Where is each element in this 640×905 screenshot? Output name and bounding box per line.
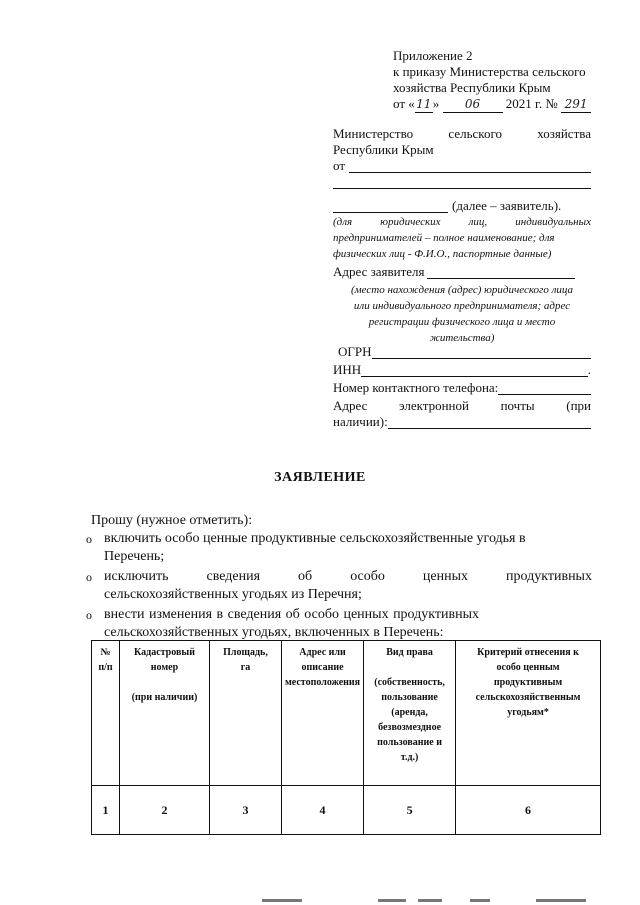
- checkbox-circle-icon[interactable]: o: [86, 532, 92, 546]
- header-right-type: Вид права (собственность, пользование (аренда, безвозмездное пользование и т.д.): [364, 641, 456, 786]
- appendix-date: от «11» 06 2021 г. № 291: [393, 96, 613, 113]
- header-criterion: Критерий отнесения к особо ценным продуктивным сельскохозяйственным угодьям*: [456, 641, 601, 786]
- header-cadastral: Кадастровый номер (при наличии): [120, 641, 210, 786]
- applicant-input-line[interactable]: [333, 198, 448, 213]
- appendix-line3: хозяйства Республики Крым: [393, 80, 551, 95]
- email-field: наличии):: [333, 414, 591, 430]
- applicant-hint: (для юридических лиц, индивидуальных предпринимателей – полное наименование; для физических лиц - Ф.И.О., паспортные данные): [333, 216, 591, 260]
- request-intro: Прошу (нужное отметить):: [91, 513, 253, 528]
- address-input-line[interactable]: [427, 264, 575, 279]
- date-day: 11: [416, 97, 432, 111]
- date-number: 291: [561, 96, 591, 113]
- email-field-line1: Адрес электронной почты (при: [333, 398, 591, 413]
- applicant-field: (далее – заявитель).: [333, 198, 591, 214]
- date-month: 06: [443, 96, 503, 113]
- from-input-line[interactable]: [349, 158, 591, 173]
- scan-artifact: [536, 899, 586, 902]
- table-cell: 4: [282, 786, 364, 835]
- from-input-line-2[interactable]: [333, 188, 591, 189]
- table-cell: 2: [120, 786, 210, 835]
- checkbox-circle-icon[interactable]: o: [86, 570, 92, 584]
- addressee-line1: Министерство сельского хозяйства: [333, 126, 591, 141]
- option-include[interactable]: o включить особо ценные продуктивные сельскохозяйственные угодья в Перечень;: [86, 531, 526, 564]
- inn-input-line[interactable]: [361, 362, 588, 377]
- option-exclude[interactable]: o исключить сведения об особо ценных продуктивных сельскохозяйственных угодьях из Перечня;: [86, 569, 592, 602]
- scan-artifact: [418, 899, 442, 902]
- scan-artifact: [378, 899, 406, 902]
- checkbox-circle-icon[interactable]: o: [86, 608, 92, 622]
- address-field: Адрес заявителя: [333, 264, 591, 280]
- address-hint: (место нахождения (адрес) юридического лица или индивидуального предпринимателя; адрес регистрации физического лица и место жительства): [350, 284, 574, 344]
- appendix-line1: Приложение 2: [393, 48, 473, 63]
- phone-input-line[interactable]: [498, 380, 591, 395]
- header-address: Адрес или описание местоположения: [282, 641, 364, 786]
- table-cell: 1: [92, 786, 120, 835]
- addressee-line2: Республики Крым: [333, 142, 434, 157]
- parcels-table: [91, 640, 601, 835]
- from-field: от: [333, 158, 591, 174]
- table-cell: 3: [210, 786, 282, 835]
- scan-artifact: [262, 899, 302, 902]
- ogrn-field: ОГРН: [338, 344, 591, 360]
- scan-artifact: [470, 899, 490, 902]
- document-title: ЗАЯВЛЕНИЕ: [274, 470, 366, 485]
- ogrn-input-line[interactable]: [372, 344, 591, 359]
- option-modify[interactable]: o внести изменения в сведения об особо ценных продуктивных сельскохозяйственных угодьях, включенных в Перечень:: [86, 607, 480, 640]
- table-row: [92, 786, 601, 835]
- table-header-row: [92, 641, 601, 786]
- inn-field: ИНН .: [333, 362, 591, 377]
- email-input-line[interactable]: [388, 414, 591, 429]
- phone-field: Номер контактного телефона:: [333, 380, 591, 396]
- appendix-line2: к приказу Министерства сельского: [393, 64, 586, 79]
- header-area: Площадь, га: [210, 641, 282, 786]
- table-cell: 6: [456, 786, 601, 835]
- header-number: № п/п: [92, 641, 120, 786]
- table-cell: 5: [364, 786, 456, 835]
- appendix-header: [393, 48, 613, 113]
